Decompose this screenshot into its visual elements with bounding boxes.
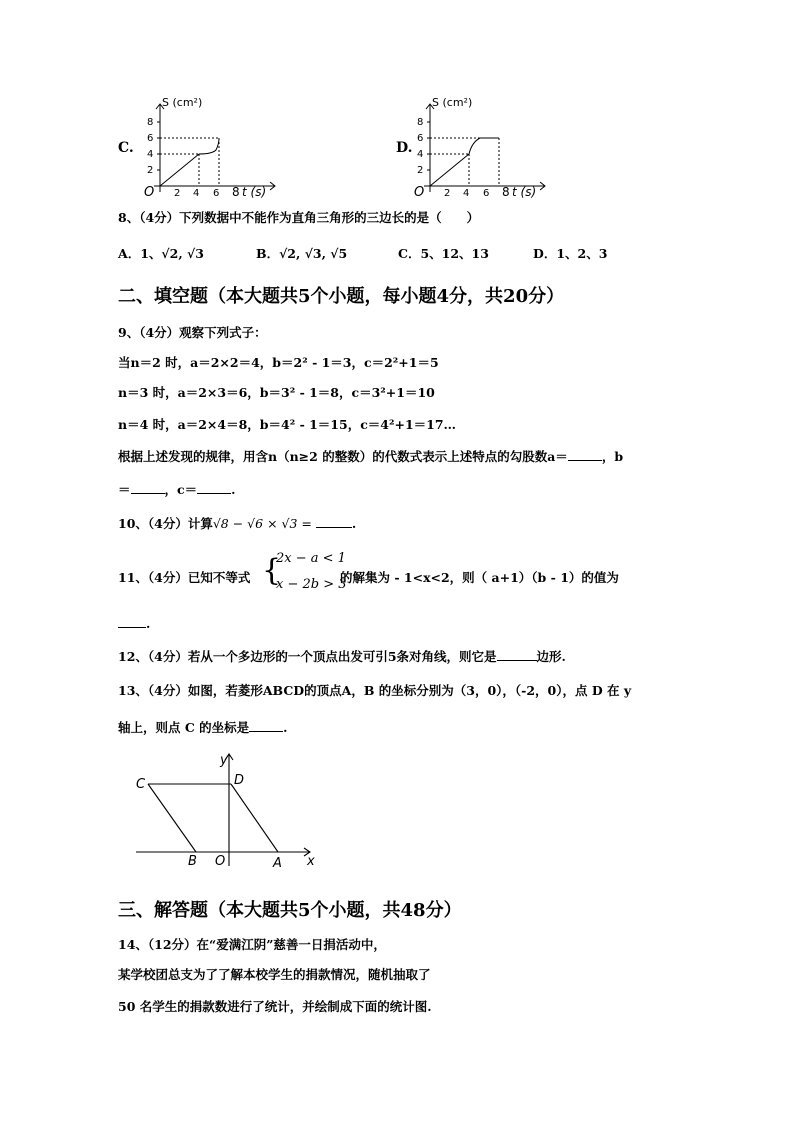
svg-text:2: 2 bbox=[174, 188, 181, 199]
svg-text:4: 4 bbox=[417, 149, 424, 160]
svg-text:6: 6 bbox=[417, 133, 424, 144]
q9-line-3: n＝4 时，a＝2×4＝8，b＝4² - 1＝15，c＝4²+1＝17… bbox=[118, 417, 457, 432]
svg-text:4: 4 bbox=[147, 149, 154, 160]
graph-option-c bbox=[140, 92, 290, 200]
svg-text:x: x bbox=[307, 854, 315, 869]
svg-text:y: y bbox=[220, 753, 228, 768]
svg-text:8: 8 bbox=[502, 185, 510, 199]
q8-option-d: D．1、2、3 bbox=[533, 246, 608, 261]
svg-text:A: A bbox=[273, 856, 282, 871]
answer-blank bbox=[197, 481, 231, 494]
svg-text:B: B bbox=[188, 854, 197, 869]
q11-inequality-2: x − 2b > 3 bbox=[276, 577, 347, 592]
y-axis-label: S (cm²) bbox=[432, 96, 473, 109]
q8-stem: 8、（4分）下列数据中不能作为直角三角形的三边长的是（ ） bbox=[118, 210, 480, 225]
answer-blank bbox=[497, 648, 537, 661]
svg-text:8: 8 bbox=[417, 117, 424, 128]
section-2-heading: 二、填空题（本大题共5个小题，每小题4分，共20分） bbox=[118, 286, 565, 307]
rhombus-figure bbox=[130, 748, 330, 872]
x-axis-label: t (s) bbox=[512, 185, 537, 199]
svg-text:6: 6 bbox=[483, 188, 490, 199]
q11-end: . bbox=[118, 615, 150, 631]
q8-option-c: C．5、12、13 bbox=[398, 246, 489, 261]
brace: { bbox=[262, 553, 282, 588]
option-c-label: C. bbox=[118, 140, 134, 156]
svg-text:C: C bbox=[136, 777, 146, 792]
answer-blank bbox=[131, 481, 165, 494]
q9-stem: 9、（4分）观察下列式子： bbox=[118, 325, 267, 340]
q11-inequality-1: 2x − a < 1 bbox=[276, 551, 346, 566]
svg-text:2: 2 bbox=[444, 188, 451, 199]
origin-label: O bbox=[414, 185, 425, 200]
svg-text:8: 8 bbox=[232, 185, 240, 199]
q14-line-1: 14、（12分）在“爱满江阴”慈善一日捐活动中， bbox=[118, 937, 386, 952]
x-axis-label: t (s) bbox=[242, 185, 267, 199]
graph-option-d bbox=[410, 92, 560, 200]
q11-prefix: 11、（4分）已知不等式 bbox=[118, 570, 251, 585]
q11-middle: 的解集为 - 1<x<2，则（ a+1）（b - 1）的值为 bbox=[340, 570, 619, 585]
svg-text:8: 8 bbox=[147, 117, 154, 128]
section-3-heading: 三、解答题（本大题共5个小题，共48分） bbox=[118, 900, 462, 921]
q13-line-2: 轴上，则点 C 的坐标是 . bbox=[118, 720, 288, 735]
svg-text:2: 2 bbox=[417, 165, 424, 176]
y-axis-label: S (cm²) bbox=[162, 96, 203, 109]
svg-text:D: D bbox=[234, 773, 245, 788]
q13-line-1: 13、（4分）如图，若菱形ABCD的顶点A，B 的坐标分别为（3，0），（-2，0），点 D 在 y bbox=[118, 683, 632, 698]
q9-line-1: 当n＝2 时，a＝2×2＝4，b＝2² - 1＝3，c＝2²+1＝5 bbox=[118, 355, 439, 370]
answer-blank bbox=[316, 515, 352, 528]
q14-line-2: 某学校团总支为了了解本校学生的捐款情况，随机抽取了 bbox=[118, 967, 431, 982]
svg-text:4: 4 bbox=[463, 188, 470, 199]
q9-line-4: 根据上述发现的规律，用含n（n≥2 的整数）的代数式表示上述特点的勾股数a＝ ，b bbox=[118, 449, 624, 464]
svg-text:6: 6 bbox=[147, 133, 154, 144]
q12: 12、（4分）若从一个多边形的一个顶点出发可引5条对角线，则它是 边形. bbox=[118, 649, 566, 664]
q9-line-2: n＝3 时，a＝2×3＝6，b＝3² - 1＝8，c＝3²+1＝10 bbox=[118, 385, 435, 400]
svg-text:6: 6 bbox=[213, 188, 220, 199]
svg-text:2: 2 bbox=[147, 165, 154, 176]
q8-option-a: A．1、√2, √3 bbox=[118, 246, 204, 261]
option-d-label: D. bbox=[396, 140, 413, 156]
answer-blank bbox=[118, 615, 146, 628]
answer-blank bbox=[568, 448, 602, 461]
svg-text:4: 4 bbox=[193, 188, 200, 199]
q9-line-5: ＝ ，c＝ . bbox=[118, 482, 236, 497]
q14-line-3: 50 名学生的捐款数进行了统计，并绘制成下面的统计图. bbox=[118, 999, 432, 1014]
svg-text:O: O bbox=[215, 854, 226, 869]
origin-label: O bbox=[144, 185, 155, 200]
q8-option-b: B．√2, √3, √5 bbox=[256, 246, 348, 261]
q10-expression: √8 − √6 × √3 = bbox=[212, 516, 312, 531]
answer-blank bbox=[249, 719, 283, 732]
q10: 10、（4分）计算√8 − √6 × √3 = . bbox=[118, 516, 357, 531]
